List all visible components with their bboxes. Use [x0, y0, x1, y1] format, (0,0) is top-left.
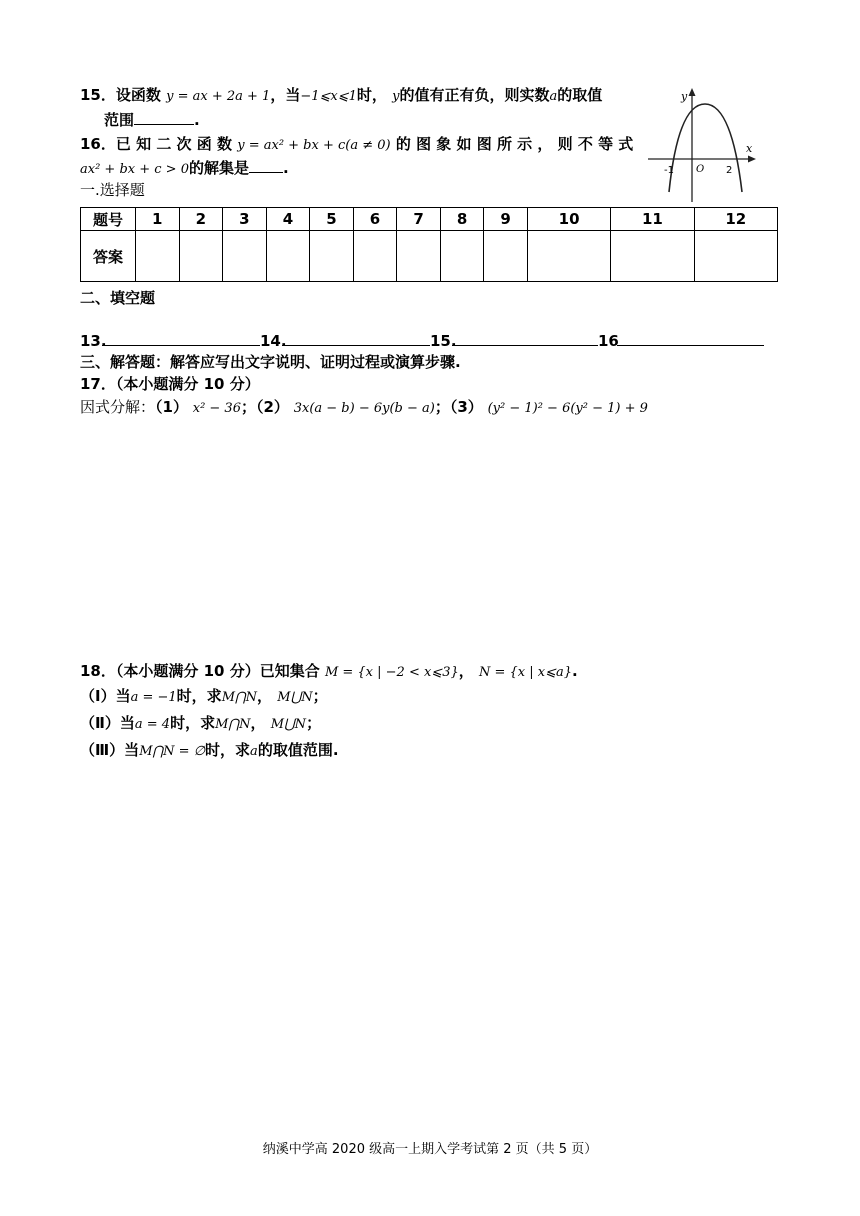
y-axis-label: y — [681, 90, 688, 103]
table-row — [81, 208, 778, 231]
blank-label-13: 13. — [80, 332, 107, 350]
number-cell: 4 — [266, 208, 310, 231]
blank-line-14[interactable] — [282, 345, 430, 346]
q18-title: 18．（本小题满分 10 分）已知集合 M = {x | −2 < x⩽3}， N = {x | x⩽a}. — [80, 662, 578, 680]
q15-function: y = ax + 2a + 1 — [166, 89, 271, 104]
answer-cell[interactable] — [136, 231, 180, 282]
q18-set-m: M = {x | −2 < x⩽3} — [324, 665, 459, 680]
q18-part-i: （Ⅰ）当a = −1时，求M⋂N， M⋃N； — [80, 687, 328, 705]
answer-cell[interactable] — [484, 231, 528, 282]
number-cell: 9 — [484, 208, 528, 231]
section3-title: 三、解答题：解答应写出文字说明、证明过程或演算步骤. — [80, 353, 461, 371]
answer-cell[interactable] — [266, 231, 310, 282]
answer-table — [80, 207, 778, 282]
q15-answer-blank[interactable] — [134, 110, 194, 125]
table-row — [81, 231, 778, 282]
root-right-label: 2 — [726, 165, 733, 176]
answer-cell[interactable] — [611, 231, 694, 282]
blank-label-16: 16 — [598, 332, 619, 350]
answer-cell[interactable] — [179, 231, 223, 282]
section2-title: 二、填空题 — [80, 289, 156, 307]
number-cell: 7 — [397, 208, 441, 231]
q16-line1: 16．已 知 二 次 函 数 y = ax² + bx + c(a ≠ 0) 的 图 象 如 图 所 示 ， 则 不 等 式 — [80, 135, 634, 153]
number-cell: 1 — [136, 208, 180, 231]
page-footer: 纳溪中学高 2020 级高一上期入学考试第 2 页（共 5 页） — [262, 1142, 598, 1157]
fill-blank-row — [80, 332, 770, 352]
answer-cell[interactable] — [527, 231, 610, 282]
q16-line2: ax² + bx + c > 0的解集是 . — [80, 159, 289, 177]
answer-cell[interactable] — [310, 231, 354, 282]
q18-part-ii: （Ⅱ）当a = 4时，求M⋂N， M⋃N； — [80, 714, 322, 732]
parabola-curve — [669, 104, 742, 192]
blank-line-13[interactable] — [102, 345, 260, 346]
blank-line-15[interactable] — [452, 345, 598, 346]
q15-line1: 15．设函数 y = ax + 2a + 1，当−1⩽x⩽1时， y的值有正有负，则实数a的取值 — [80, 86, 603, 104]
number-cell: 5 — [310, 208, 354, 231]
q17-title: 17．（本小题满分 10 分） — [80, 375, 260, 393]
q17-expr3: (y² − 1)² − 6(y² − 1) + 9 — [487, 401, 648, 416]
answer-cell[interactable] — [397, 231, 441, 282]
number-cell: 8 — [440, 208, 484, 231]
answer-cell[interactable] — [440, 231, 484, 282]
answer-cell[interactable] — [353, 231, 397, 282]
number-cell: 3 — [223, 208, 267, 231]
x-axis-arrow — [748, 156, 756, 163]
q18-part-iii: （Ⅲ）当M⋂N = ∅时，求a的取值范围. — [80, 741, 339, 759]
answer-cell[interactable] — [694, 231, 777, 282]
parabola-graph — [646, 80, 758, 204]
number-cell: 6 — [353, 208, 397, 231]
q18-set-n: N = {x | x⩽a} — [479, 665, 573, 680]
number-cell: 2 — [179, 208, 223, 231]
q16-inequality: ax² + bx + c > 0 — [80, 162, 189, 177]
origin-label: O — [696, 164, 705, 175]
blank-label-14: 14. — [260, 332, 287, 350]
q16-answer-blank[interactable] — [249, 158, 283, 173]
header-label-cell: 题号 — [81, 208, 136, 231]
q17-body: 因式分解：（1） x² − 36；（2） 3x(a − b) − 6y(b − a)；（3） (y² − 1)² − 6(y² − 1) + 9 — [80, 398, 648, 416]
blank-line-16[interactable] — [617, 345, 764, 346]
x-axis-label: x — [746, 142, 753, 155]
q15-line2: 范围 . — [104, 111, 200, 129]
q17-expr2: 3x(a − b) − 6y(b − a) — [293, 401, 435, 416]
number-cell: 12 — [694, 208, 777, 231]
root-left-label: -1 — [664, 165, 674, 176]
y-axis-arrow — [689, 88, 696, 96]
q15-condition: −1⩽x⩽1 — [300, 89, 357, 104]
answer-cell[interactable] — [223, 231, 267, 282]
answer-label-cell: 答案 — [81, 231, 136, 282]
q17-expr1: x² − 36 — [192, 401, 241, 416]
q16-function: y = ax² + bx + c(a ≠ 0) — [237, 138, 391, 153]
section1-title: 一.选择题 — [80, 181, 145, 199]
blank-label-15: 15. — [430, 332, 457, 350]
number-cell: 11 — [611, 208, 694, 231]
number-cell: 10 — [527, 208, 610, 231]
